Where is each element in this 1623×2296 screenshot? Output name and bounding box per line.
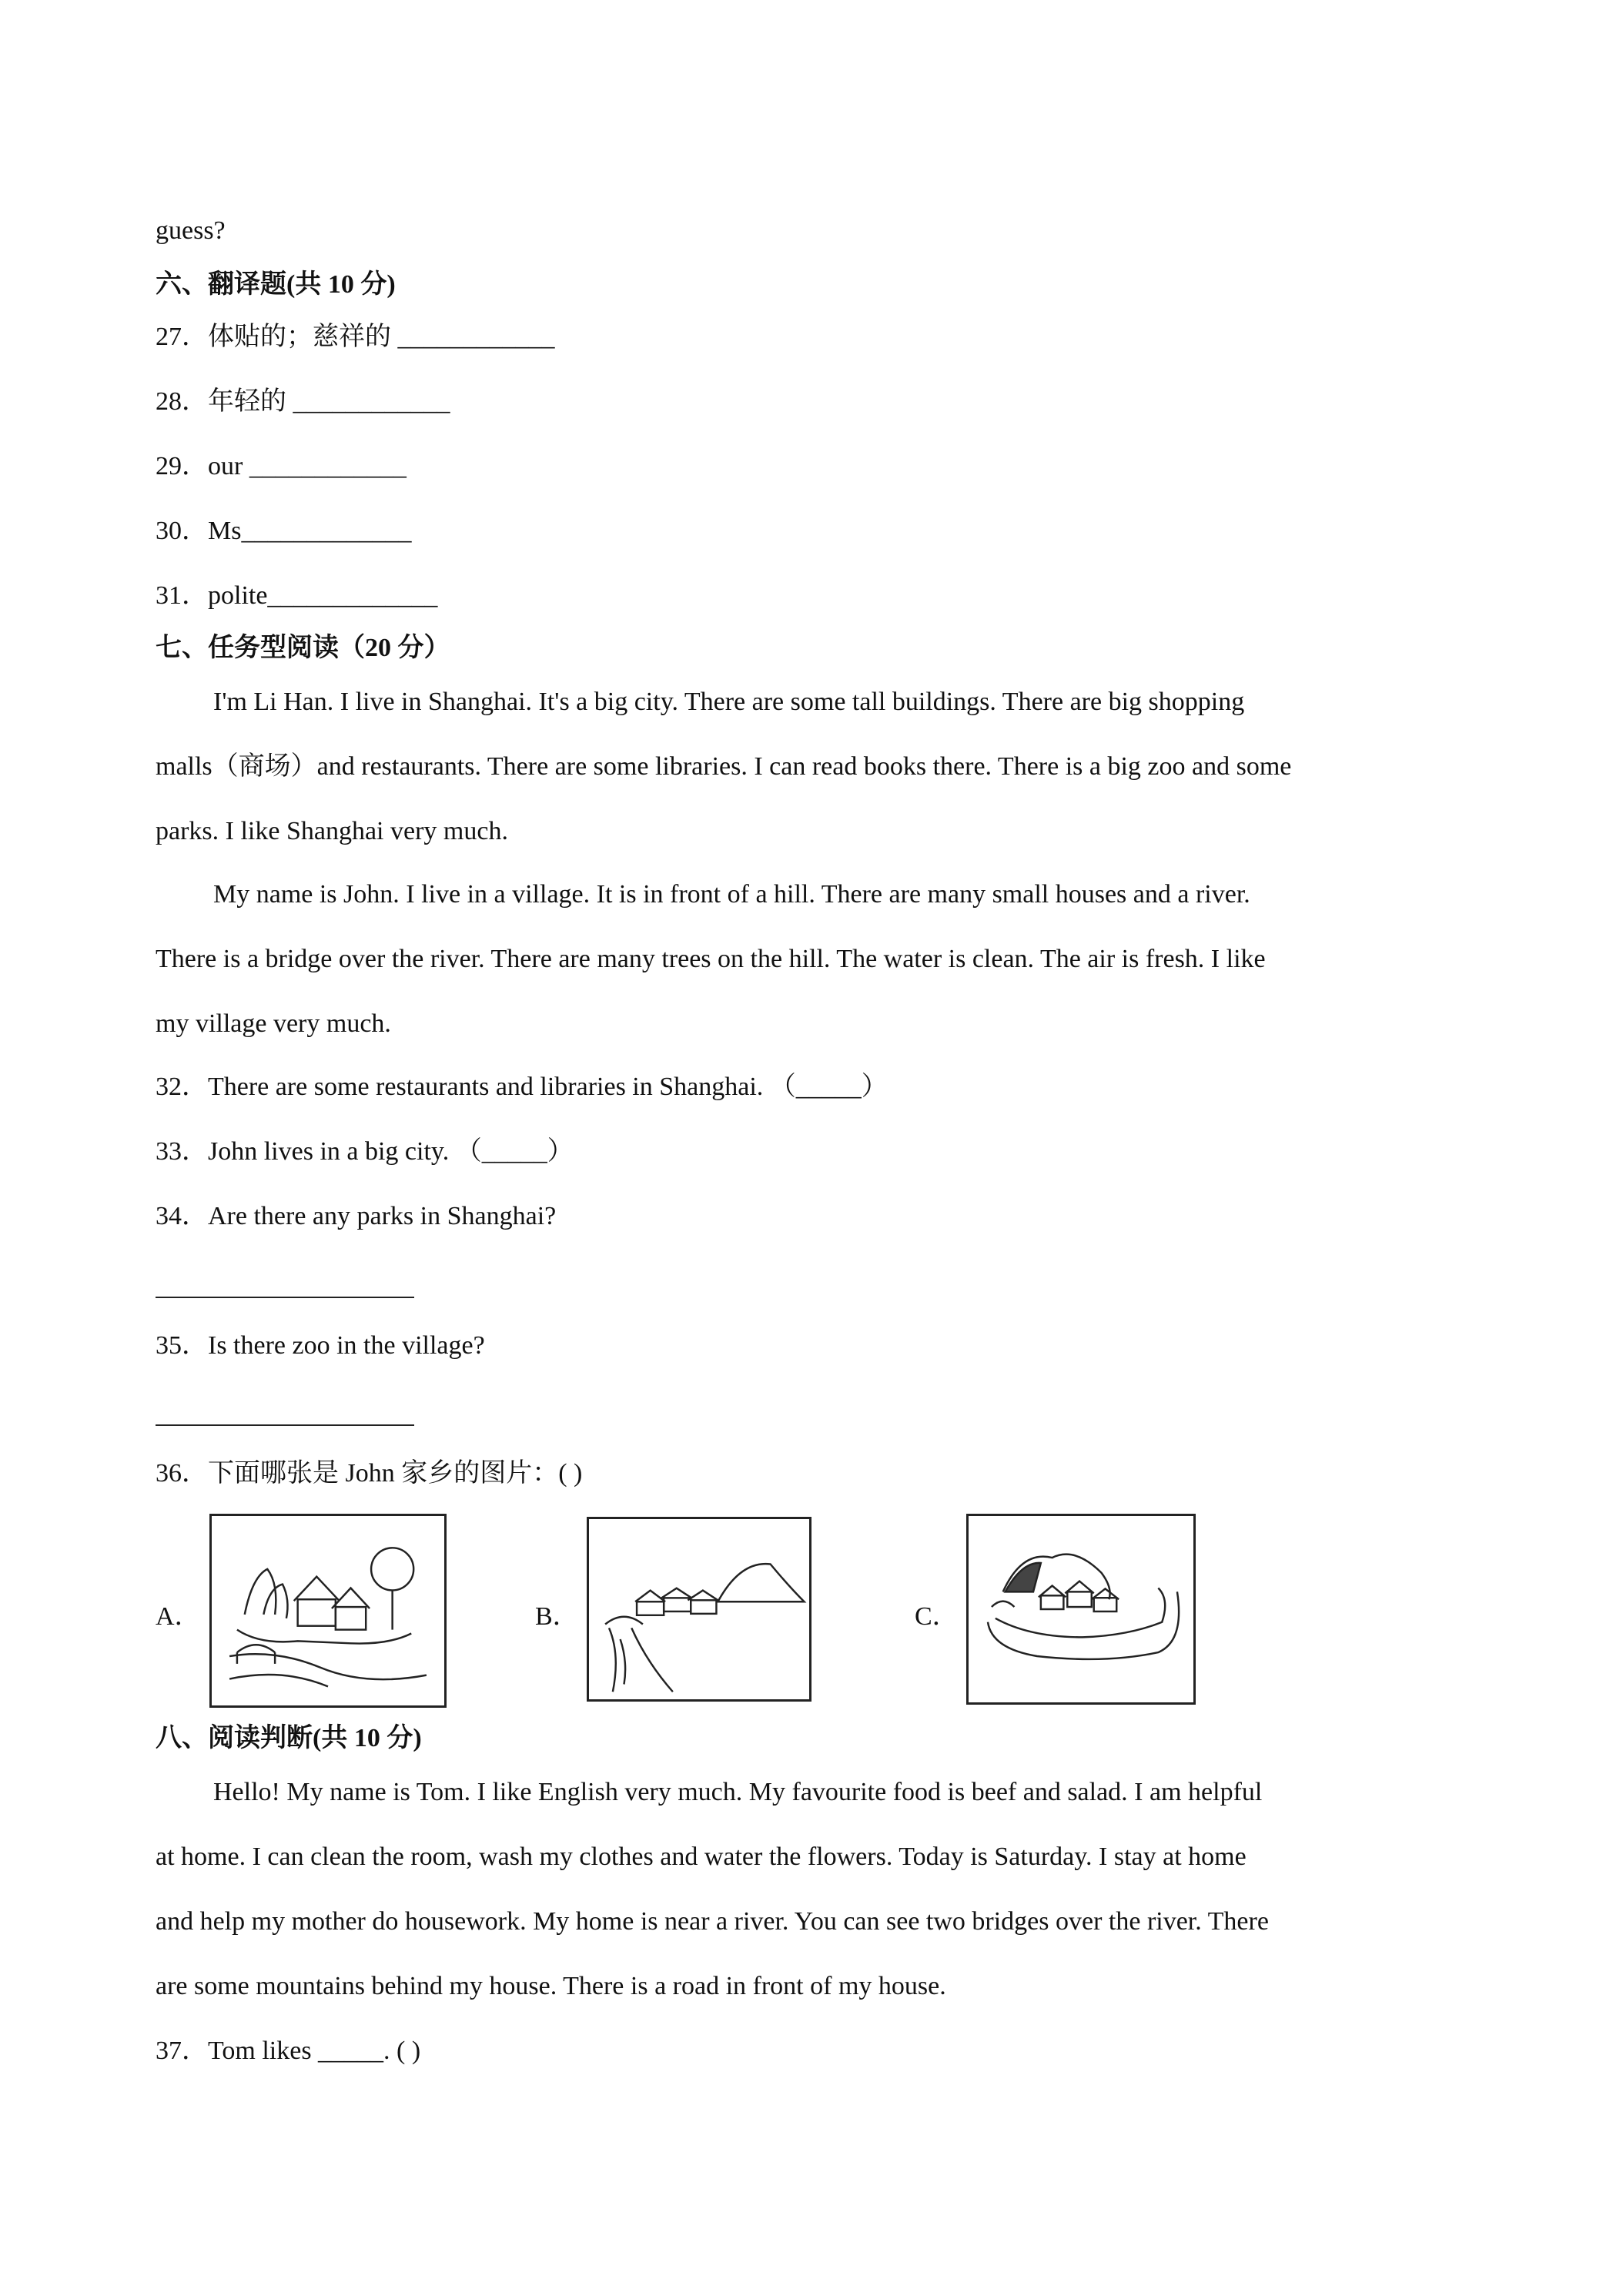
option-b-label: B． [535,1602,579,1631]
passage-3-line-2: at home. I can clean the room, wash my clothes and water the flowers. Today is Saturday. I stay at home [156,1842,1247,1871]
option-a-picture[interactable] [209,1514,447,1708]
option-c-picture[interactable] [966,1514,1196,1705]
question-30: 30．Ms_____________ [156,517,412,545]
passage-2-line-3: my village very much. [156,1009,391,1038]
passage-3-line-3: and help my mother do housework. My home is near a river. You can see two bridges over the river. There [156,1907,1269,1936]
section-7-heading: 七、任务型阅读（20 分） [156,634,450,662]
answer-line-34[interactable] [156,1297,414,1298]
passage-3-line-1: Hello! My name is Tom. I like English very much. My favourite food is beef and salad. I am helpful [213,1778,1263,1806]
option-c-label: C． [915,1602,959,1631]
passage-1-line-2: malls（商场）and restaurants. There are some libraries. I can read books there. There is a big zoo and some [156,752,1292,781]
option-a-label: A． [156,1602,201,1631]
option-b-picture[interactable] [587,1517,812,1702]
passage-1-line-3: parks. I like Shanghai very much. [156,817,508,845]
passage-1-line-1: I'm Li Han. I live in Shanghai. It's a big city. There are some tall buildings. There are big shopping [213,688,1245,716]
question-27: 27．体贴的；慈祥的 ____________ [156,323,555,351]
section-8-heading: 八、阅读判断(共 10 分) [156,1724,422,1752]
question-31: 31．polite_____________ [156,581,438,610]
question-37: 37．Tom likes _____. ( ) [156,2037,421,2065]
question-34: 34．Are there any parks in Shanghai? [156,1202,557,1230]
passage-3-line-4: are some mountains behind my house. There is a road in front of my house. [156,1972,946,2000]
question-32: 32．There are some restaurants and libraries in Shanghai. （_____） [156,1073,888,1101]
passage-2-line-1: My name is John. I live in a village. It is in front of a hill. There are many small houses and a river. [213,880,1250,909]
passage-2-line-2: There is a bridge over the river. There are many trees on the hill. The water is clean. The air is fresh. I like [156,945,1266,973]
question-35: 35．Is there zoo in the village? [156,1331,485,1360]
continued-text: guess? [156,216,226,245]
question-33: 33．John lives in a big city. （_____） [156,1137,574,1166]
question-36: 36．下面哪张是 John 家乡的图片：( ) [156,1459,583,1488]
section-6-heading: 六、翻译题(共 10 分) [156,270,396,299]
question-29: 29．our ____________ [156,452,407,480]
question-28: 28．年轻的 ____________ [156,387,450,416]
answer-line-35[interactable] [156,1424,414,1426]
